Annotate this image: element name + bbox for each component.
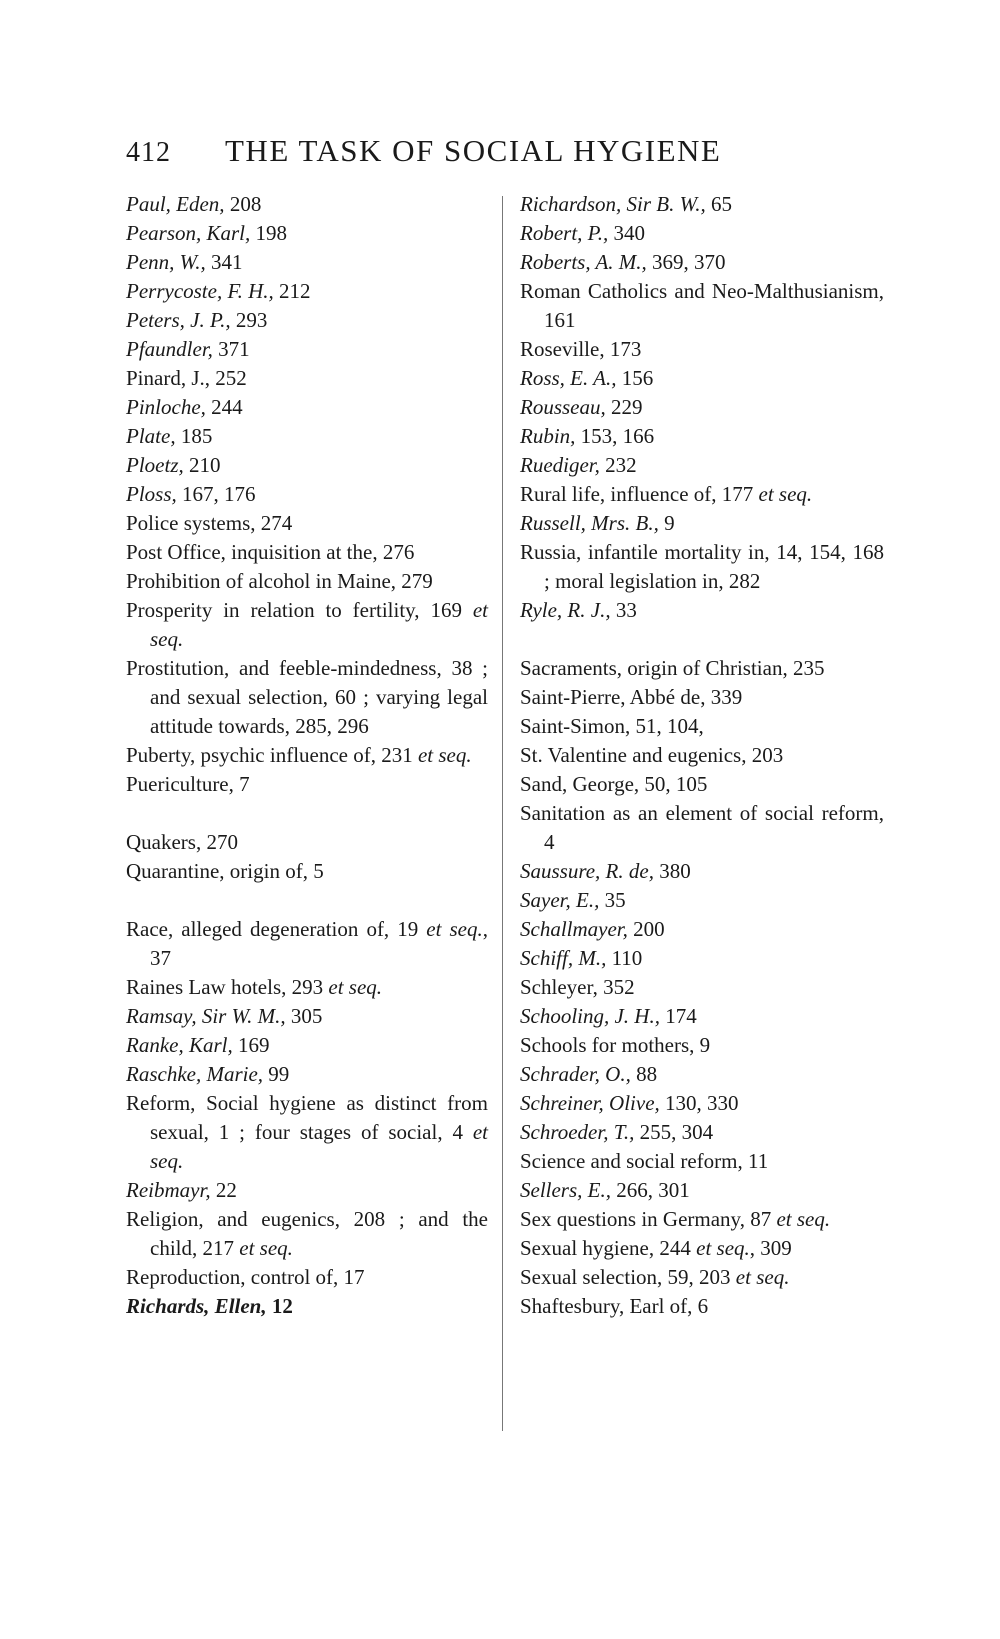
entry-refs: 371 [212, 337, 250, 361]
entry-name: St. Valentine and eugenics, [520, 743, 747, 767]
entry-name: Sexual hygiene, [520, 1236, 655, 1260]
entry-refs: 110 [606, 946, 643, 970]
entry-et-seq: et seq. [758, 482, 813, 506]
entry-refs: 293 [286, 975, 329, 999]
running-head: THE TASK OF SOCIAL HYGIENE [225, 133, 722, 168]
entry-refs: 208 [224, 192, 262, 216]
entry-refs: 177 [716, 482, 759, 506]
index-entry [520, 1147, 884, 1176]
index-entry [520, 915, 884, 944]
entry-refs: 38 ; and sexual selection, 60 ; varying legal attitude towards, 285, 296 [150, 656, 488, 738]
index-entry [520, 480, 884, 509]
index-entry [126, 1031, 488, 1060]
index-column-left [126, 190, 488, 1321]
entry-et-seq: et seq. [696, 1236, 750, 1260]
index-entry [520, 1118, 884, 1147]
entry-name: Rural life, influence of, [520, 482, 717, 506]
entry-refs: 198 [250, 221, 288, 245]
index-entry [520, 393, 884, 422]
index-entry [126, 567, 488, 596]
index-entry [520, 1060, 884, 1089]
entry-name: Sex questions in Germany, [520, 1207, 745, 1231]
entry-name: Religion, and eugenics, [126, 1207, 340, 1231]
entry-name: Prohibition of alcohol in Maine, [126, 569, 397, 593]
index-entry [520, 1002, 884, 1031]
entry-refs: 274 [255, 511, 293, 535]
index-entry [126, 741, 488, 770]
index-entry [520, 1205, 884, 1234]
entry-refs: 339 [705, 685, 743, 709]
entry-name: Ruediger, [520, 453, 600, 477]
entry-refs: 4 [544, 830, 555, 854]
index-entry [520, 683, 884, 712]
entry-refs: 244 [205, 395, 243, 419]
entry-et-seq: et seq. [417, 743, 472, 767]
index-entry [126, 596, 488, 654]
entry-refs: 235 [787, 656, 825, 680]
index-entry [126, 248, 488, 277]
entry-name: Pfaundler, [126, 337, 213, 361]
entry-name: Schrader, O., [520, 1062, 631, 1086]
entry-name: Ploss, [126, 482, 177, 506]
entry-name: Saint-Pierre, Abbé de, [520, 685, 706, 709]
index-entry [520, 248, 884, 277]
index-entry [520, 886, 884, 915]
entry-refs-after: , 37 [150, 917, 488, 970]
index-entry [520, 712, 884, 741]
index-entry [520, 973, 884, 1002]
index-entry [520, 451, 884, 480]
index-entry [126, 277, 488, 306]
entry-refs: 5 [307, 859, 324, 883]
entry-et-seq: et seq. [735, 1265, 790, 1289]
entry-refs: 174 [659, 1004, 697, 1028]
entry-refs: 65 [705, 192, 732, 216]
index-entry [126, 857, 488, 886]
entry-name: Ploetz, [126, 453, 184, 477]
index-entry [520, 654, 884, 683]
entry-name: Robert, P., [520, 221, 609, 245]
entry-refs: 22 [210, 1178, 237, 1202]
entry-name: Quarantine, origin of, [126, 859, 308, 883]
entry-name: Russia, infantile mortality in, [520, 540, 770, 564]
entry-name: Raines Law hotels, [126, 975, 287, 999]
index-entry [520, 277, 884, 335]
index-entry [520, 364, 884, 393]
entry-et-seq: et seq. [426, 917, 483, 941]
entry-name: Saussure, R. de, [520, 859, 654, 883]
entry-refs: 51, 104, [630, 714, 704, 738]
entry-name: Schreiner, Olive, [520, 1091, 660, 1115]
entry-name: Sayer, E., [520, 888, 600, 912]
entry-refs: 9 [658, 511, 675, 535]
index-entry [520, 1292, 884, 1321]
index-entry [520, 1263, 884, 1292]
index-entry [126, 973, 488, 1002]
entry-name: Ryle, R. J., [520, 598, 611, 622]
entry-name: Russell, Mrs. B., [520, 511, 659, 535]
index-entry [126, 451, 488, 480]
entry-refs: 270 [201, 830, 238, 854]
index-entry [520, 1031, 884, 1060]
entry-refs: 87 [744, 1207, 777, 1231]
entry-name: Schallmayer, [520, 917, 628, 941]
entry-refs: 305 [285, 1004, 323, 1028]
entry-refs: 229 [605, 395, 643, 419]
entry-name: Schroeder, T., [520, 1120, 635, 1144]
entry-refs: 276 [377, 540, 415, 564]
entry-name: Ranke, Karl, [126, 1033, 233, 1057]
entry-name: Sexual selection, [520, 1265, 663, 1289]
entry-refs: 200 [627, 917, 665, 941]
entry-refs: 88 [630, 1062, 658, 1086]
entry-name: Pinloche, [126, 395, 206, 419]
entry-refs: 369, 370 [646, 250, 726, 274]
entry-name: Police systems, [126, 511, 256, 535]
column-divider [502, 196, 503, 1431]
index-entry [520, 741, 884, 770]
entry-name: Ramsay, Sir W. M., [126, 1004, 286, 1028]
entry-name: Prostitution, and feeble-mindedness, [126, 656, 442, 680]
entry-name: Perrycoste, F. H., [126, 279, 274, 303]
entry-name: Rubin, [520, 424, 576, 448]
entry-name: Puberty, psychic influence of, [126, 743, 376, 767]
entry-refs: 99 [263, 1062, 290, 1086]
index-entry [126, 1263, 488, 1292]
entry-refs: 232 [599, 453, 637, 477]
entry-refs: 7 [233, 772, 250, 796]
entry-name: Sacraments, origin of Christian, [520, 656, 788, 680]
entry-refs: 1 ; four stages of social, 4 [208, 1120, 473, 1144]
entry-refs: 14, 154, 168 ; moral legislation in, 282 [544, 540, 885, 593]
entry-refs: 252 [210, 366, 247, 390]
entry-refs: 208 ; and the child, 217 [150, 1207, 489, 1260]
index-entry [126, 306, 488, 335]
entry-refs: 19 [389, 917, 427, 941]
entry-name: Sellers, E., [520, 1178, 611, 1202]
entry-refs: 266, 301 [610, 1178, 690, 1202]
entry-refs: 35 [599, 888, 626, 912]
entry-name: Raschke, Marie, [126, 1062, 264, 1086]
index-entry [126, 538, 488, 567]
entry-name: Roseville, [520, 337, 605, 361]
index-entry [126, 915, 488, 973]
entry-refs: 17 [338, 1265, 365, 1289]
index-entry [126, 828, 488, 857]
entry-refs: 167, 176 [176, 482, 256, 506]
index-entry [126, 1089, 488, 1176]
index-entry [126, 393, 488, 422]
entry-name: Richardson, Sir B. W., [520, 192, 706, 216]
entry-et-seq: et seq. [239, 1236, 293, 1260]
entry-name: Reproduction, control of, [126, 1265, 339, 1289]
entry-name: Post Office, inquisition at the, [126, 540, 378, 564]
entry-refs: 33 [610, 598, 637, 622]
entry-refs: 173 [604, 337, 642, 361]
index-entry [520, 219, 884, 248]
page-header [126, 133, 806, 169]
entry-et-seq: et seq. [150, 1120, 488, 1173]
index-column-right [520, 190, 884, 1321]
index-entry [520, 1089, 884, 1118]
index-entry [126, 1002, 488, 1031]
entry-name: Schleyer, [520, 975, 598, 999]
entry-refs: 153, 166 [575, 424, 655, 448]
entry-refs: 255, 304 [634, 1120, 714, 1144]
index-entry [126, 509, 488, 538]
index-entry [520, 1234, 884, 1263]
entry-refs: 6 [692, 1294, 709, 1318]
entry-refs: 161 [544, 308, 576, 332]
entry-name: Quakers, [126, 830, 202, 854]
entry-et-seq: et seq. [328, 975, 383, 999]
index-entry [520, 770, 884, 799]
index-entry [520, 335, 884, 364]
entry-refs: 11 [742, 1149, 769, 1173]
entry-refs: 210 [183, 453, 221, 477]
entry-name: Reform, Social hygiene as distinct from sexual, [126, 1091, 488, 1144]
entry-name: Plate, [126, 424, 176, 448]
entry-name: Reibmayr, [126, 1178, 211, 1202]
index-entry [520, 190, 884, 219]
entry-name: Roman Catholics and Neo-Malthusianism, [520, 279, 884, 303]
entry-refs: 340 [608, 221, 646, 245]
entry-name: Shaftesbury, Earl of, [520, 1294, 693, 1318]
entry-refs: 203 [746, 743, 784, 767]
entry-name: Sanitation as an element of social reform, [520, 801, 884, 825]
index-entry [126, 480, 488, 509]
index-entry [520, 799, 884, 857]
entry-name: Schooling, J. H., [520, 1004, 660, 1028]
index-entry [520, 596, 884, 625]
index-entry [126, 1060, 488, 1089]
index-entry [520, 509, 884, 538]
index-entry [126, 770, 488, 799]
entry-name: Ross, E. A., [520, 366, 617, 390]
index-entry [126, 1176, 488, 1205]
entry-name: Peters, J. P., [126, 308, 231, 332]
entry-refs: 130, 330 [659, 1091, 739, 1115]
entry-refs: 185 [175, 424, 213, 448]
entry-name: Roberts, A. M., [520, 250, 647, 274]
index-entry [126, 1205, 488, 1263]
index-entry [126, 335, 488, 364]
entry-refs: 352 [597, 975, 635, 999]
entry-refs: 244 [654, 1236, 697, 1260]
entry-refs: 341 [205, 250, 243, 274]
index-entry [520, 944, 884, 973]
entry-name: Saint-Simon, [520, 714, 631, 738]
entry-refs: 9 [694, 1033, 711, 1057]
entry-name: Schools for mothers, [520, 1033, 695, 1057]
entry-refs: 169 [419, 598, 473, 622]
entry-refs: 50, 105 [639, 772, 708, 796]
entry-refs: 169 [232, 1033, 270, 1057]
index-entry [520, 1176, 884, 1205]
entry-name: Pinard, J., [126, 366, 210, 390]
index-entry [126, 654, 488, 741]
entry-name: Paul, Eden, [126, 192, 225, 216]
entry-name: Race, alleged degeneration of, [126, 917, 390, 941]
entry-name: Pearson, Karl, [126, 221, 251, 245]
index-entry [126, 364, 488, 393]
entry-refs: 279 [396, 569, 433, 593]
entry-refs: 12 [266, 1294, 293, 1318]
entry-name: Richards, Ellen, [126, 1294, 267, 1318]
index-entry [520, 538, 884, 596]
entry-name: Prosperity in relation to fertility, [126, 598, 420, 622]
index-entry [126, 422, 488, 451]
entry-refs: 156 [616, 366, 654, 390]
entry-refs: 231 [375, 743, 418, 767]
entry-et-seq: et seq. [150, 598, 488, 651]
entry-name: Puericulture, [126, 772, 234, 796]
page-number: 412 [126, 137, 171, 168]
index-entry [126, 190, 488, 219]
entry-et-seq: et seq. [776, 1207, 831, 1231]
entry-name: Rousseau, [520, 395, 606, 419]
entry-refs-after: , 309 [749, 1236, 792, 1260]
index-entry [126, 1292, 488, 1321]
entry-name: Sand, George, [520, 772, 640, 796]
entry-name: Penn, W., [126, 250, 206, 274]
entry-refs: 212 [273, 279, 311, 303]
entry-refs: 59, 203 [662, 1265, 736, 1289]
entry-name: Schiff, M., [520, 946, 607, 970]
index-entry [520, 857, 884, 886]
index-entry [126, 219, 488, 248]
entry-name: Science and social reform, [520, 1149, 743, 1173]
index-entry [520, 422, 884, 451]
entry-refs: 380 [653, 859, 691, 883]
entry-refs: 293 [230, 308, 268, 332]
